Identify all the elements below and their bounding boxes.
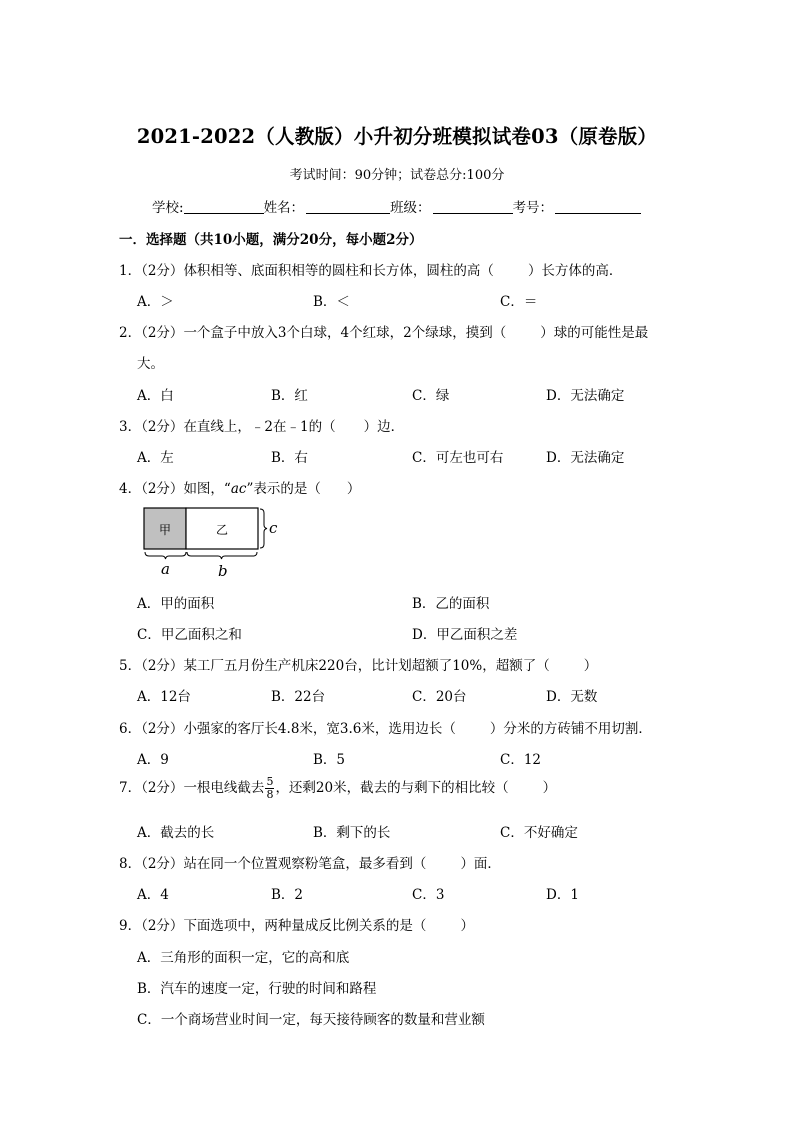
- question-score: （2分）: [141, 856, 184, 872]
- number-blank[interactable]: [555, 198, 641, 214]
- option-b[interactable]: B．2: [271, 887, 304, 903]
- option-d[interactable]: D．甲乙面积之差: [412, 627, 518, 643]
- label-yi: 乙: [215, 523, 229, 537]
- school-blank[interactable]: [184, 198, 264, 214]
- option-a[interactable]: A．9: [137, 752, 169, 768]
- question-score: （2分）: [141, 325, 184, 341]
- question-score: （2分）: [141, 780, 184, 796]
- question-score: （2分）: [141, 658, 184, 674]
- question-score: （2分）: [141, 721, 184, 737]
- brace-b: [187, 552, 257, 559]
- option-a[interactable]: A．左: [137, 450, 174, 466]
- question-text: ）: [460, 918, 474, 934]
- option-d[interactable]: D．1: [546, 887, 579, 903]
- option-b[interactable]: B．剩下的长: [313, 825, 391, 841]
- question-score: （2分）: [141, 263, 184, 279]
- brace-a: [145, 552, 186, 559]
- label-jia: 甲: [158, 523, 172, 537]
- question-4: [119, 477, 360, 497]
- question-number: 6．: [119, 721, 142, 737]
- question-text: 下面选项中，两种量成反比例关系的是（: [183, 918, 427, 934]
- option-c[interactable]: C．不好确定: [500, 825, 578, 841]
- option-c[interactable]: C．绿: [412, 388, 450, 404]
- option-c[interactable]: C．可左也可右: [412, 450, 504, 466]
- question-text: ）球的可能性是最: [540, 325, 649, 341]
- class-blank[interactable]: [433, 198, 513, 214]
- option-c[interactable]: C．12: [500, 752, 542, 768]
- option-b[interactable]: B．汽车的速度一定，行驶的时间和路程: [137, 981, 377, 997]
- fraction-five-eighths: [265, 776, 274, 801]
- option-a[interactable]: A．12台: [137, 689, 191, 705]
- question-number: 1．: [119, 263, 142, 279]
- option-a[interactable]: A．三角形的面积一定，它的高和底: [137, 950, 350, 966]
- label-c: c: [269, 519, 278, 537]
- brace-c: [260, 509, 267, 548]
- student-info-line: [152, 196, 641, 216]
- question-text: ）: [583, 658, 598, 674]
- question-5: [119, 654, 597, 674]
- option-d[interactable]: D．无法确定: [546, 388, 625, 404]
- question-7: [119, 776, 556, 801]
- option-a[interactable]: A．截去的长: [137, 825, 215, 841]
- question-number: 4．: [119, 481, 142, 497]
- number-label: 考号：: [512, 200, 554, 216]
- question-text: 体积相等、底面积相等的圆柱和长方体，圆柱的高（: [183, 263, 494, 279]
- option-a[interactable]: A．＞: [137, 294, 174, 310]
- option-c[interactable]: C．20台: [412, 689, 467, 705]
- question-6: [119, 717, 652, 737]
- question-number: 8．: [119, 856, 142, 872]
- question-text: 小强家的客厅长4.8米，宽3.6米，选用边长（: [183, 721, 456, 737]
- question-text: ”表示的是（: [246, 481, 321, 497]
- fraction-denominator: 8: [266, 788, 274, 801]
- question-text: ）分米的方砖铺不用切割．: [489, 721, 652, 737]
- page-title: 2021-2022（人教版）小升初分班模拟试卷03（原卷版）: [136, 125, 658, 148]
- question-8: [119, 852, 501, 872]
- question-2: [119, 321, 648, 341]
- question-text: ，还剩20米，截去的与剩下的相比较（: [275, 780, 509, 796]
- option-b[interactable]: B．＜: [313, 294, 350, 310]
- question-number: 7．: [119, 780, 142, 796]
- rectangle-figure: [136, 500, 286, 584]
- option-c[interactable]: C．一个商场营业时间一定，每天接待顾客的数量和营业额: [137, 1012, 485, 1028]
- question-text: 一根电线截去: [183, 780, 265, 796]
- question-text: ）边．: [363, 419, 405, 435]
- section-heading: 一．选择题（共10小题，满分20分，每小题2分）: [119, 232, 423, 248]
- question-text: 一个盒子中放入3个白球，4个红球，2个绿球，摸到（: [183, 325, 507, 341]
- label-b: b: [218, 562, 228, 580]
- fraction-numerator: 5: [266, 775, 274, 788]
- question-text: 某工厂五月份生产机床220台，比计划超额了10%，超额了（: [183, 658, 550, 674]
- question-score: （2分）: [141, 918, 184, 934]
- option-d[interactable]: D．无法确定: [546, 450, 625, 466]
- question-text: ）面．: [460, 856, 501, 872]
- question-score: （2分）: [141, 419, 184, 435]
- question-number: 2．: [119, 325, 142, 341]
- option-d[interactable]: D．无数: [546, 689, 598, 705]
- question-number: 3．: [119, 419, 142, 435]
- question-text: ）: [542, 780, 557, 796]
- question-text: ）: [346, 481, 361, 497]
- school-label: 学校:: [152, 200, 184, 216]
- name-label: 姓名：: [263, 200, 305, 216]
- question-1: [119, 259, 622, 279]
- question-text: 站在同一个位置观察粉笔盒，最多看到（: [183, 856, 427, 872]
- question-text: ）长方体的高．: [527, 263, 623, 279]
- option-b[interactable]: B．5: [313, 752, 346, 768]
- question-number: 9．: [119, 918, 142, 934]
- option-b[interactable]: B．22台: [271, 689, 326, 705]
- option-c[interactable]: C．＝: [500, 294, 538, 310]
- question-3: [119, 415, 404, 435]
- question-text: 在直线上，﹣2在﹣1的（: [183, 419, 336, 435]
- question-9: [119, 914, 474, 934]
- label-a: a: [161, 560, 170, 578]
- option-c[interactable]: C．3: [412, 887, 445, 903]
- option-b[interactable]: B．红: [271, 388, 308, 404]
- question-score: （2分）: [141, 481, 184, 497]
- class-label: 班级：: [390, 200, 431, 216]
- option-c[interactable]: C．甲乙面积之和: [137, 627, 242, 643]
- option-b[interactable]: B．右: [271, 450, 308, 466]
- question-text: 如图，“: [183, 481, 231, 497]
- option-a[interactable]: A．白: [137, 388, 174, 404]
- name-blank[interactable]: [306, 198, 390, 214]
- variable-ac: ac: [230, 481, 247, 497]
- option-a[interactable]: A．4: [137, 887, 169, 903]
- question-number: 5．: [119, 658, 142, 674]
- exam-info: 考试时间：90分钟；试卷总分:100分: [289, 168, 505, 183]
- option-a[interactable]: A．甲的面积: [137, 596, 215, 612]
- question-2-continued: 大。: [137, 356, 164, 372]
- option-b[interactable]: B．乙的面积: [412, 596, 490, 612]
